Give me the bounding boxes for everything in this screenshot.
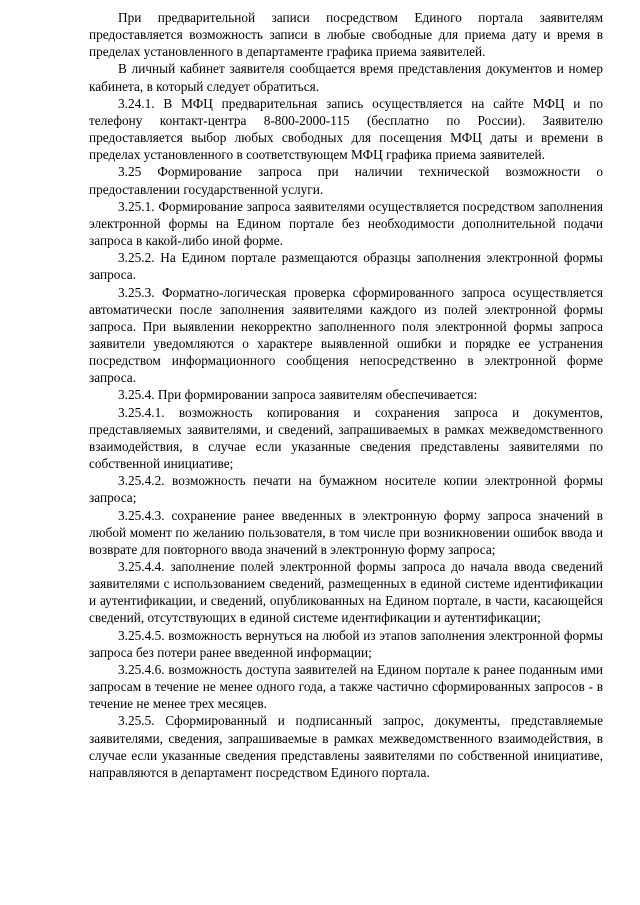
paragraph-3-25-4: 3.25.4. При формировании запроса заявителям обеспечивается: (118, 387, 478, 403)
paragraph-3-25-3: 3.25.3. Форматно-логическая проверка сформированного запроса осуществляется автоматически после заполнения заявителями каждого из полей электронной формы запроса. При выявлении некорректно заполненного поля электронной формы запроса заявители уведомляются о характере выявленной ошибки и порядке ее устранения посредством информационного сообщения непосредственно в электронной форме запроса. (89, 284, 603, 386)
paragraph-3-25-4-4: 3.25.4.4. заполнение полей электронной формы запроса до начала ввода сведений заявителями с использованием сведений, размещенных в единой системе идентификации и аутентификации, и сведений, опубликованных на Едином портале, в части, касающейся сведений, отсутствующих в единой системе идентификации и аутентификации; (89, 559, 603, 626)
paragraph-3-25-2: 3.25.2. На Едином портале размещаются образцы заполнения электронной формы запроса. (89, 250, 603, 283)
paragraph-3-25-5: 3.25.5. Сформированный и подписанный запрос, документы, представляемые заявителями, сведения, запрашиваемые в рамках межведомственного взаимодействия, в случае если указанные сведения представлены заявителями по собственной инициативе, направляются в департамент посредством Единого портала. (89, 713, 603, 780)
paragraph-3-24-1: 3.24.1. В МФЦ предварительная запись осуществляется на сайте МФЦ и по телефону контакт-центра 8-800-2000-115 (бесплатно по России). Заявителю предоставляется выбор любых свободных для посещения МФЦ даты и времени в пределах установленного в соответствующем МФЦ графика приема заявителей. (89, 95, 603, 163)
paragraph-3-25-4-1: 3.25.4.1. возможность копирования и сохранения запроса и документов, представляемых заявителями, и сведений, запрашиваемых в рамках межведомственного взаимодействия, в случае если указанные сведения представлены заявителями по собственной инициативе; (89, 404, 603, 472)
paragraph-3-25-1: 3.25.1. Формирование запроса заявителями осуществляется посредством заполнения электронной формы на Едином портале без необходимости дополнительной подачи запроса в какой-либо иной форме. (89, 198, 603, 249)
paragraph-3-25: 3.25 Формирование запроса при наличии технической возможности о предоставлении государственной услуги. (89, 164, 603, 197)
paragraph-3-25-4-5: 3.25.4.5. возможность вернуться на любой из этапов заполнения электронной формы запроса без потери ранее введенной информации; (89, 627, 603, 660)
paragraph-personal-cabinet: В личный кабинет заявителя сообщается время представления документов и номер кабинета, в который следует обратиться. (89, 61, 603, 94)
paragraph-3-25-4-6: 3.25.4.6. возможность доступа заявителей на Едином портале к ранее поданным ими запросам в течение не менее одного года, а также частично сформированных запросов - в течение не менее трех месяцев. (89, 661, 603, 712)
paragraph-3-25-4-3: 3.25.4.3. сохранение ранее введенных в электронную форму запроса значений в любой момент по желанию пользователя, в том числе при возникновении ошибок ввода и возврате для повторного ввода значений в электронную форму запроса; (89, 507, 603, 557)
paragraph-online-booking: При предварительной записи посредством Единого портала заявителям предоставляется возможность записи в любые свободные для приема дату и время в пределах установленного в департаменте графика приема заявителей. (89, 10, 603, 60)
paragraph-3-25-4-2: 3.25.4.2. возможность печати на бумажном носителе копии электронной формы запроса; (89, 473, 603, 506)
